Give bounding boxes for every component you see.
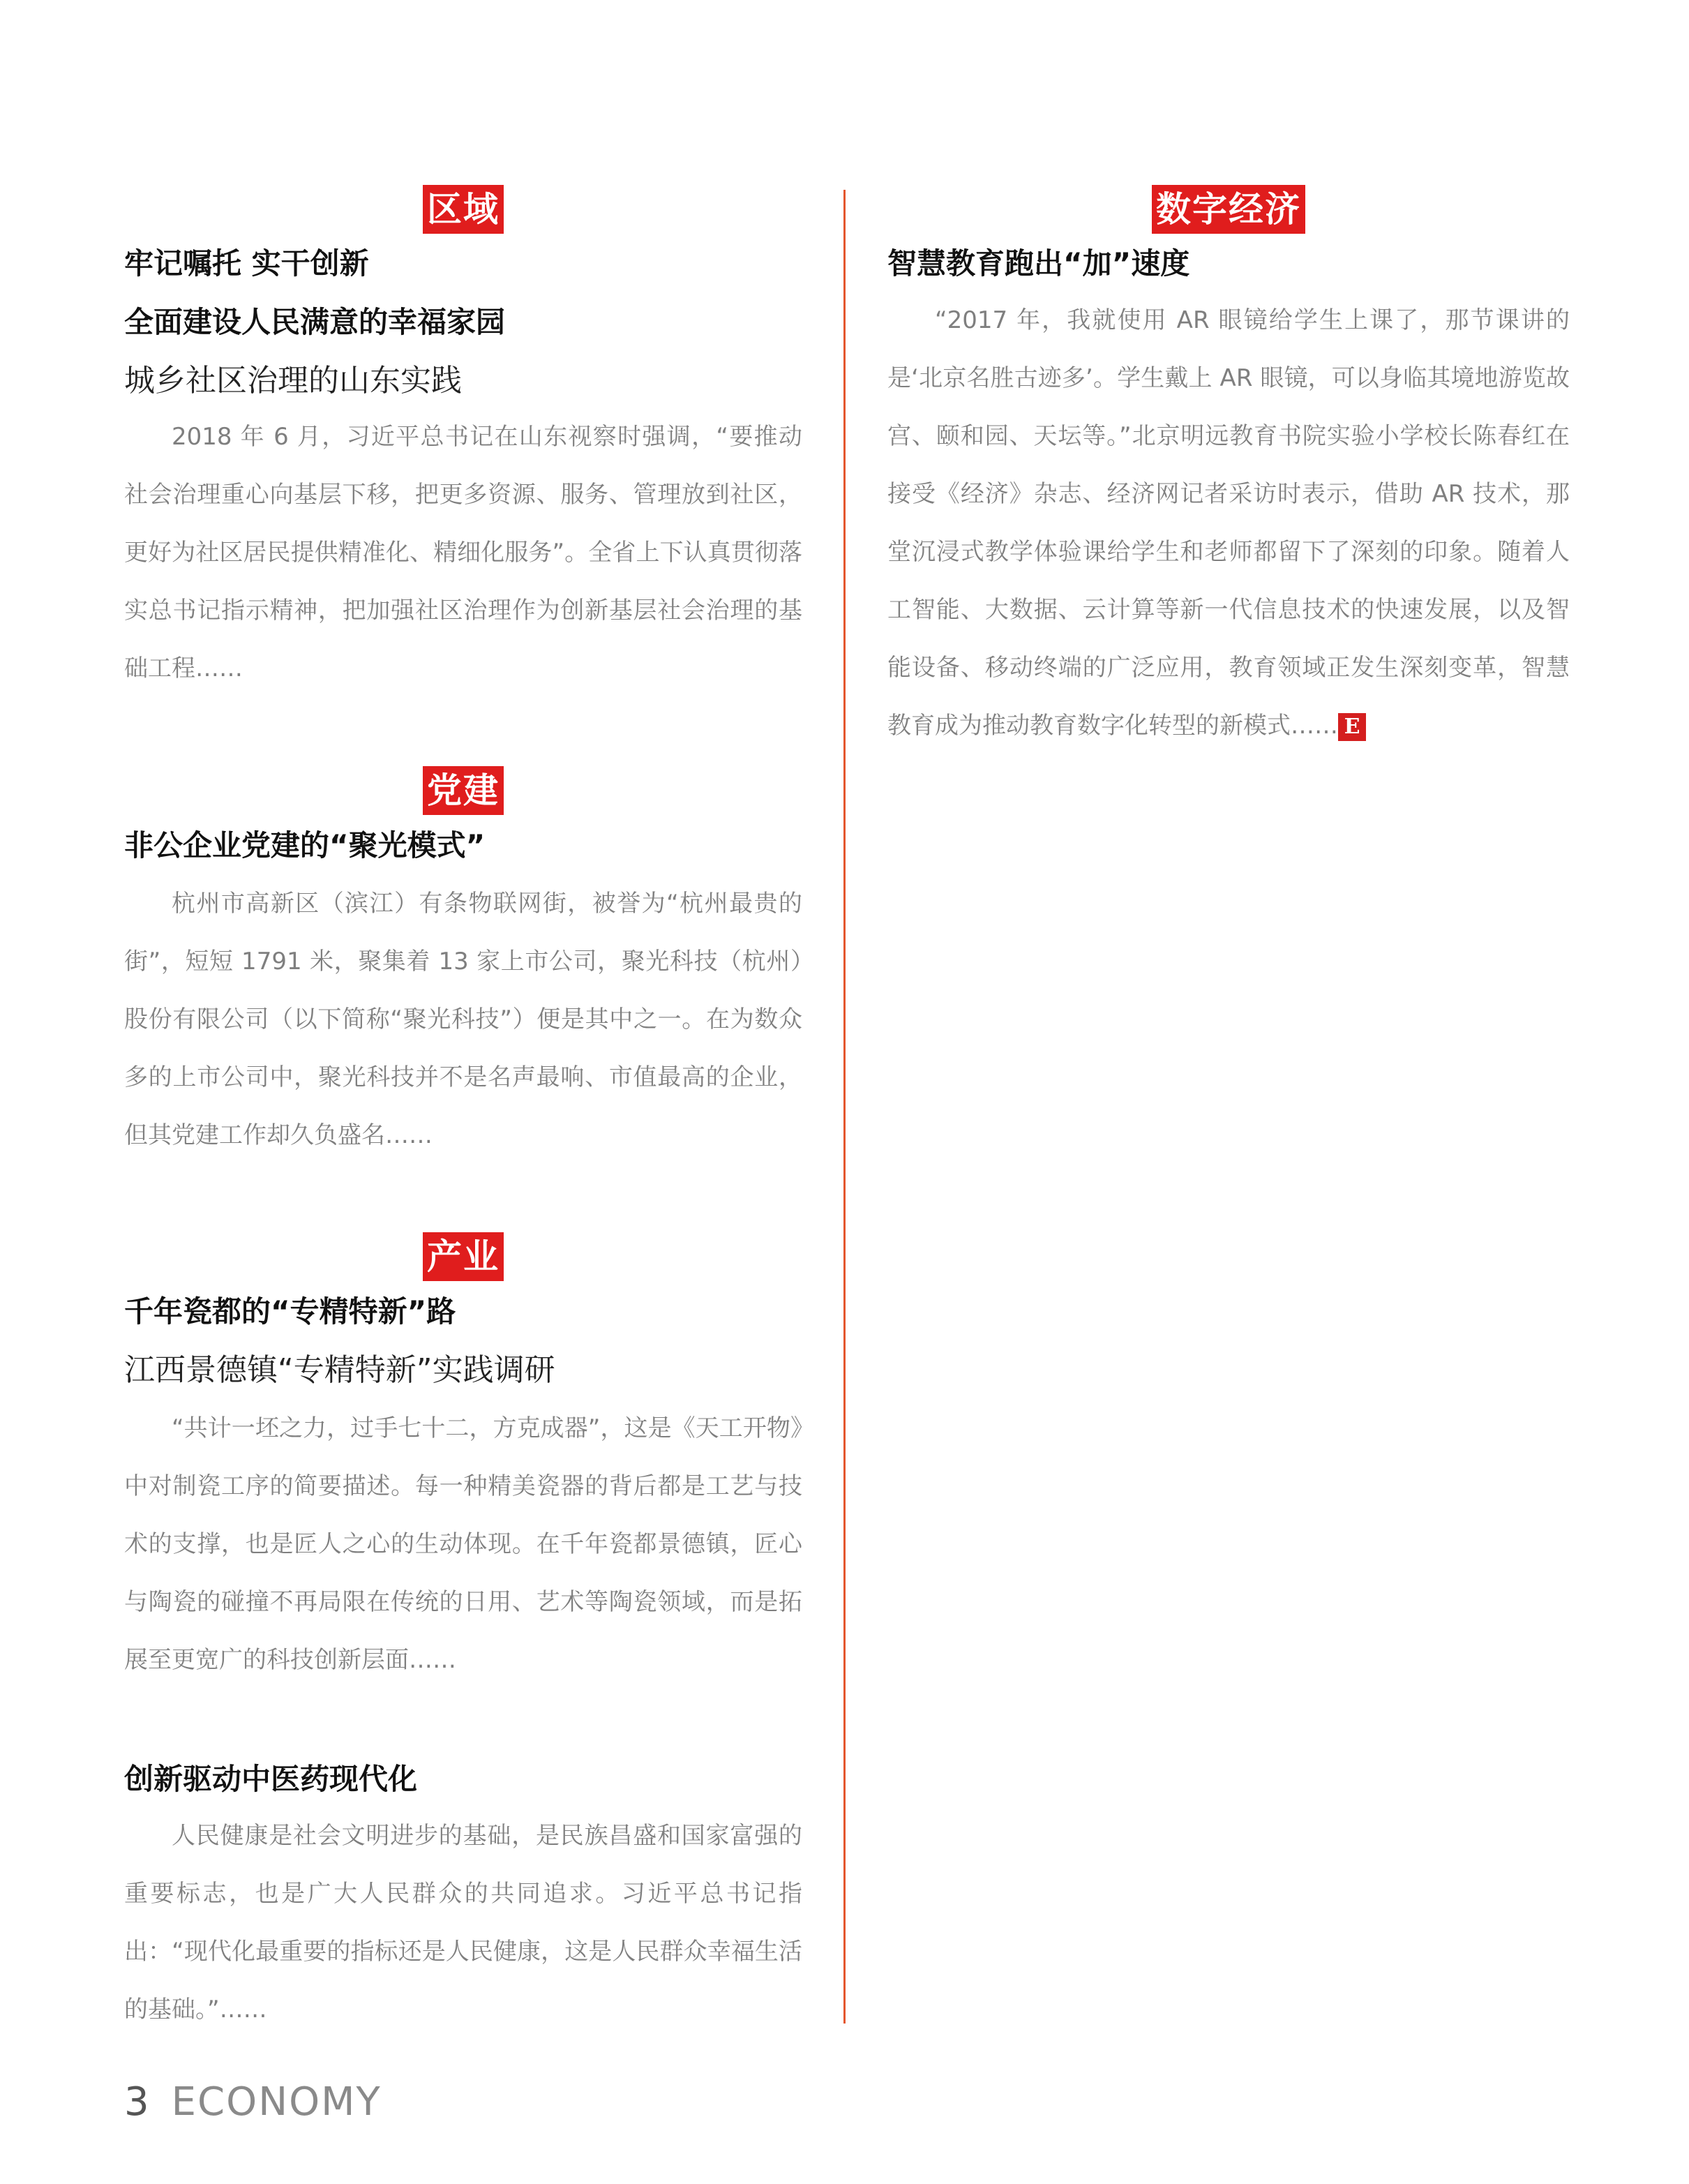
article-summary-text: “2017 年，我就使用 AR 眼镜给学生上课了，那节课讲的是‘北京名胜古迹多’。学生戴上 AR 眼镜，可以身临其境地游览故宫、颐和园、天坛等。”北京明远教育书院实验小学校长陈春红在接受《经济》杂志、经济网记者采访时表示，借助 AR 技术，那堂沉浸式教学体验课给学生和老师都留下了深刻的印象。随着人工智能、大数据、云计算等新一代信息技术的快速发展，以及智能设备、移动终端的广泛应用，教育领域正发生深刻变革，智慧教育成为推动教育数字化转型的新模式…… xyxy=(887,306,1570,740)
article-title[interactable]: 创新驱动中医药现代化 xyxy=(124,1762,418,1796)
article-subtitle: 城乡社区治理的山东实践 xyxy=(124,363,462,398)
page-number: 3 xyxy=(124,2079,151,2125)
section-tag-row xyxy=(124,766,802,815)
section-tag-digital-economy: 数字经济 xyxy=(1152,185,1305,234)
article-title[interactable]: 非公企业党建的“聚光模式” xyxy=(124,828,486,862)
section-tag-party: 党建 xyxy=(423,766,504,815)
article-summary: 杭州市高新区（滨江）有条物联网街，被誉为“杭州最贵的街”，短短 1791 米，聚集着 13 家上市公司，聚光科技（杭州）股份有限公司（以下简称“聚光科技”）便是其中之一。在为数众多的上市公司中，聚光科技并不是名声最响、市值最高的企业，但其党建工作却久负盛名…… xyxy=(124,890,802,1149)
section-tag-industry: 产业 xyxy=(423,1232,504,1281)
article-summary: “共计一坯之力，过手七十二，方克成器”，这是《天工开物》中对制瓷工序的简要描述。每一种精美瓷器的背后都是工艺与技术的支撑，也是匠人之心的生动体现。在千年瓷都景德镇，匠心与陶瓷的碰撞不再局限在传统的日用、艺术等陶瓷领域，而是拓展至更宽广的科技创新层面…… xyxy=(124,1414,802,1674)
article-title-line2[interactable]: 全面建设人民满意的幸福家园 xyxy=(124,305,506,339)
page-footer xyxy=(124,2078,382,2127)
article-subtitle: 江西景德镇“专精特新”实践调研 xyxy=(124,1352,555,1388)
section-tag-region: 区域 xyxy=(423,185,504,234)
article-title[interactable]: 智慧教育跑出“加”速度 xyxy=(887,246,1190,281)
article-title[interactable]: 千年瓷都的“专精特新”路 xyxy=(124,1294,456,1329)
magazine-name: ECONOMY xyxy=(171,2079,382,2125)
article-title-line1[interactable]: 牢记嘱托 实干创新 xyxy=(124,246,369,281)
section-tag-row xyxy=(124,185,802,234)
column-divider xyxy=(843,190,846,2024)
section-tag-row xyxy=(124,1232,802,1281)
article-summary: 2018 年 6 月，习近平总书记在山东视察时强调，“要推动社会治理重心向基层下移，把更多资源、服务、管理放到社区，更好为社区居民提供精准化、精细化服务”。全省上下认真贯彻落实总书记指示精神，把加强社区治理作为创新基层社会治理的基础工程…… xyxy=(124,423,802,682)
magazine-end-mark-icon: E xyxy=(1338,713,1366,741)
section-tag-row xyxy=(887,185,1570,234)
article-summary xyxy=(887,292,1570,755)
article-summary: 人民健康是社会文明进步的基础，是民族昌盛和国家富强的重要标志，也是广大人民群众的共同追求。习近平总书记指出：“现代化最重要的指标还是人民健康，这是人民群众幸福生活的基础。”…… xyxy=(124,1822,802,2024)
